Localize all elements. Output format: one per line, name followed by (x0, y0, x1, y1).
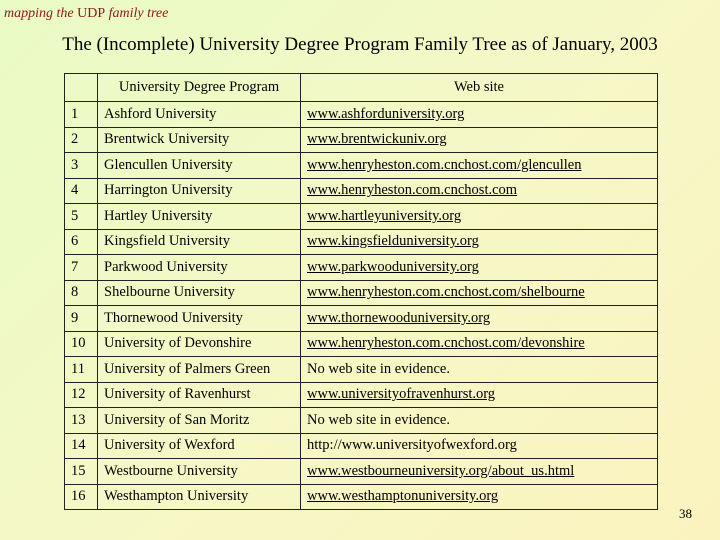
university-name: Brentwick University (98, 127, 301, 153)
university-name: University of Ravenhurst (98, 382, 301, 408)
row-number: 16 (65, 484, 98, 510)
website-cell (301, 306, 658, 332)
website-cell (301, 382, 658, 408)
website-cell (301, 433, 658, 459)
website-cell (301, 331, 658, 357)
page-title: The (Incomplete) University Degree Program Family Tree as of January, 2003 (62, 34, 658, 55)
row-number: 14 (65, 433, 98, 459)
university-name: University of Wexford (98, 433, 301, 459)
row-number: 2 (65, 127, 98, 153)
university-name: University of San Moritz (98, 408, 301, 434)
label-suffix: family tree (105, 6, 169, 21)
website-link[interactable]: www.hartleyuniversity.org (307, 207, 462, 224)
website-cell (301, 127, 658, 153)
university-name: Thornewood University (98, 306, 301, 332)
university-name: University of Palmers Green (98, 357, 301, 383)
table-row (65, 408, 658, 434)
table-row (65, 280, 658, 306)
website-text: No web site in evidence. (307, 411, 450, 428)
website-link[interactable]: www.universityofravenhurst.org (307, 386, 496, 403)
website-link[interactable]: www.henryheston.com.cnchost.com/devonshire (307, 335, 585, 352)
website-cell (301, 153, 658, 179)
table-header-row (65, 74, 658, 102)
university-name: Ashford University (98, 102, 301, 128)
website-text: http://www.universityofwexford.org (307, 437, 517, 454)
website-cell (301, 484, 658, 510)
page-number: 38 (679, 506, 692, 521)
website-link[interactable]: www.parkwooduniversity.org (307, 258, 479, 275)
website-cell (301, 357, 658, 383)
website-link[interactable]: www.ashforduniversity.org (307, 105, 465, 122)
row-number: 15 (65, 459, 98, 485)
row-number: 5 (65, 204, 98, 230)
table-row (65, 382, 658, 408)
header-number (65, 74, 98, 102)
website-link[interactable]: www.thornewooduniversity.org (307, 309, 491, 326)
university-name: University of Devonshire (98, 331, 301, 357)
table-row (65, 204, 658, 230)
table-row (65, 153, 658, 179)
row-number: 13 (65, 408, 98, 434)
table-row (65, 255, 658, 281)
row-number: 8 (65, 280, 98, 306)
row-number: 3 (65, 153, 98, 179)
header-program: University Degree Program (98, 74, 301, 102)
table-row (65, 127, 658, 153)
row-number: 10 (65, 331, 98, 357)
website-cell (301, 229, 658, 255)
university-name: Shelbourne University (98, 280, 301, 306)
label-udp: UDP (77, 6, 106, 21)
row-number: 6 (65, 229, 98, 255)
website-cell (301, 255, 658, 281)
website-link[interactable]: www.henryheston.com.cnchost.com/shelbourne (307, 284, 585, 301)
website-text: No web site in evidence. (307, 360, 450, 377)
university-name: Westbourne University (98, 459, 301, 485)
website-cell (301, 204, 658, 230)
table-row (65, 102, 658, 128)
table-row (65, 484, 658, 510)
website-cell (301, 408, 658, 434)
table-row (65, 357, 658, 383)
row-number: 9 (65, 306, 98, 332)
university-name: Westhampton University (98, 484, 301, 510)
website-cell (301, 102, 658, 128)
website-link[interactable]: www.westbourneuniversity.org/about_us.html (307, 462, 575, 479)
table-row (65, 178, 658, 204)
website-link[interactable]: www.kingsfielduniversity.org (307, 233, 479, 250)
table-row (65, 229, 658, 255)
row-number: 12 (65, 382, 98, 408)
website-cell (301, 280, 658, 306)
slide-header-label (4, 6, 168, 22)
table-row (65, 433, 658, 459)
row-number: 4 (65, 178, 98, 204)
label-prefix: mapping the (4, 6, 78, 21)
university-table (64, 73, 658, 510)
university-name: Hartley University (98, 204, 301, 230)
website-link[interactable]: www.brentwickuniv.org (307, 131, 447, 148)
website-link[interactable]: www.henryheston.com.cnchost.com/glencullen (307, 156, 582, 173)
website-link[interactable]: www.westhamptonuniversity.org (307, 488, 499, 505)
university-name: Parkwood University (98, 255, 301, 281)
table-row (65, 459, 658, 485)
website-link[interactable]: www.henryheston.com.cnchost.com (307, 182, 518, 199)
table-row (65, 331, 658, 357)
row-number: 11 (65, 357, 98, 383)
university-name: Kingsfield University (98, 229, 301, 255)
header-website: Web site (301, 74, 658, 102)
website-cell (301, 178, 658, 204)
table-row (65, 306, 658, 332)
row-number: 7 (65, 255, 98, 281)
row-number: 1 (65, 102, 98, 128)
university-name: Glencullen University (98, 153, 301, 179)
website-cell (301, 459, 658, 485)
university-name: Harrington University (98, 178, 301, 204)
